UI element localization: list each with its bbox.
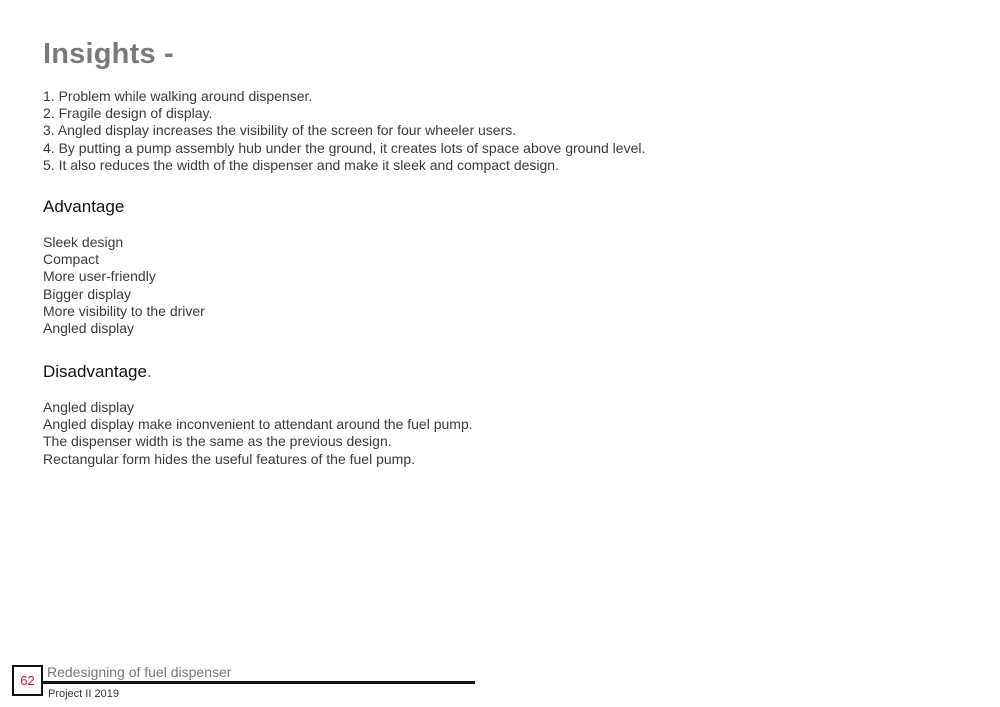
- insights-list: [43, 88, 645, 174]
- disadvantage-item: The dispenser width is the same as the previous design.: [43, 433, 392, 450]
- advantage-item: Angled display: [43, 320, 135, 337]
- footer-rule: [41, 681, 475, 684]
- disadvantage-heading: [43, 362, 152, 382]
- disadvantage-heading-suffix: .: [146, 362, 152, 381]
- insight-item: 2. Fragile design of display.: [43, 105, 213, 122]
- disadvantage-item: Angled display: [43, 399, 135, 415]
- disadvantage-item: Angled display make inconvenient to attendant around the fuel pump.: [43, 416, 473, 433]
- page-number: 62: [20, 673, 35, 688]
- disadvantage-heading-text: Disadvantage: [43, 362, 147, 381]
- page-title: Insights -: [43, 38, 174, 70]
- insight-item: 4. By putting a pump assembly hub under the ground, it creates lots of space above ground level.: [43, 139, 646, 156]
- advantage-item: More user-friendly: [43, 268, 156, 285]
- footer-title: Redesigning of fuel dispenser: [47, 664, 232, 680]
- footer-subtitle: Project II 2019: [48, 688, 119, 700]
- disadvantage-list: [43, 399, 473, 468]
- advantage-item: More visibility to the driver: [43, 302, 205, 319]
- advantage-item: Compact: [43, 251, 100, 268]
- advantage-list: [43, 234, 205, 337]
- insight-item: 1. Problem while walking around dispenser.: [43, 88, 313, 104]
- insight-item: 5. It also reduces the width of the dispenser and make it sleek and compact design.: [43, 156, 559, 173]
- advantage-item: Sleek design: [43, 234, 124, 250]
- advantage-item: Bigger display: [43, 285, 131, 302]
- disadvantage-item: Rectangular form hides the useful features of the fuel pump.: [43, 450, 415, 467]
- insight-item: 3. Angled display increases the visibility of the screen for four wheeler users.: [43, 122, 517, 139]
- advantage-heading: Advantage: [43, 197, 125, 216]
- page-number-box: [12, 665, 43, 696]
